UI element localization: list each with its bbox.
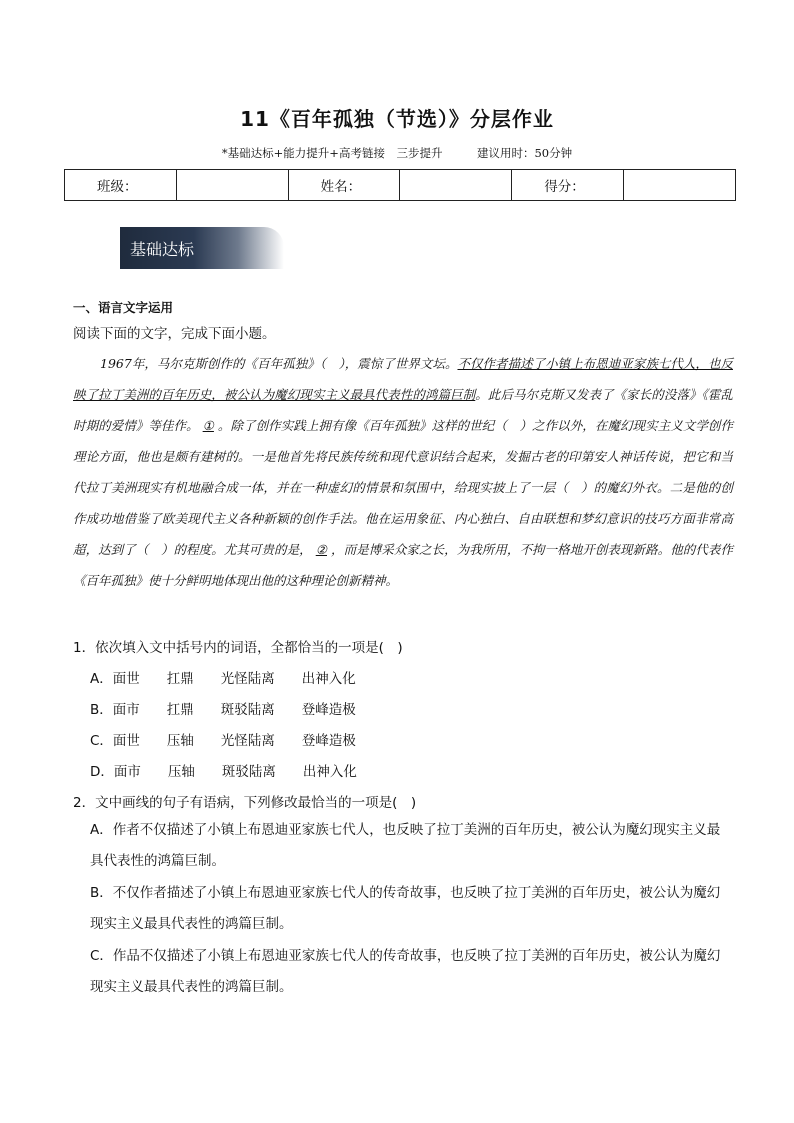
question-1-option-a[interactable]: A．面世 扛鼎 光怪陆离 出神入化 [90, 671, 356, 687]
question-1-option-d[interactable]: D．面市 压轴 斑驳陆离 出神入化 [90, 764, 357, 780]
part-heading: 一、语言文字运用 [73, 300, 174, 315]
section-banner-label: 基础达标 [130, 240, 195, 259]
page-title: 11《百年孤独（节选）》分层作业 [240, 107, 554, 131]
question-2-option-b[interactable]: B．不仅作者描述了小镇上布恩迪亚家族七代人的传奇故事，也反映了拉丁美洲的百年历史，被公认为魔幻现实主义最具代表性的鸿篇巨制。 [90, 885, 721, 932]
page-subtitle: *基础达标+能力提升+高考链接 三步提升 建议用时：50分钟 [221, 146, 573, 160]
question-2-option-c[interactable]: C．作品不仅描述了小镇上布恩迪亚家族七代人的传奇故事，也反映了拉丁美洲的百年历史，被公认为魔幻现实主义最具代表性的鸿篇巨制。 [90, 948, 721, 995]
underlined-sentence: 不仅作者描述了小镇上布恩迪亚家族七代人，也反映了拉丁美洲的百年历史，被公认为魔幻现实主义最具代表性的鸿篇巨制 [73, 356, 733, 402]
instruction-text: 阅读下面的文字，完成下面小题。 [73, 326, 276, 342]
blank-2: ② [315, 542, 327, 557]
blank-1: ① [202, 418, 214, 433]
reading-passage [73, 348, 733, 596]
student-info-table [64, 169, 736, 201]
question-1-stem: 1．依次填入文中括号内的词语，全都恰当的一项是( ) [73, 640, 403, 656]
question-1-option-c[interactable]: C．面世 压轴 光怪陆离 登峰造极 [90, 733, 356, 749]
question-2-stem: 2．文中画线的句子有语病，下列修改最恰当的一项是( ) [73, 795, 417, 811]
passage-sentence-3: 。此后马尔克斯又发表了《家长的没落》《霍乱时期的爱情》等佳作。 [73, 387, 733, 433]
passage-sentence-1: 1967年，马尔克斯创作的《百年孤独》（ ），震惊了世界文坛。 [100, 356, 458, 371]
question-2-option-a[interactable]: A．作者不仅描述了小镇上布恩迪亚家族七代人，也反映了拉丁美洲的百年历史，被公认为魔幻现实主义最具代表性的鸿篇巨制。 [90, 822, 721, 869]
name-field[interactable] [400, 170, 512, 201]
class-field[interactable] [176, 170, 288, 201]
passage-sentence-5: ，而是博采众家之长，为我所用，不拘一格地开创表现新路。他的代表作《百年孤独》使十分鲜明地体现出他的这种理论创新精神。 [73, 542, 733, 588]
section-banner [120, 227, 284, 269]
name-label: 姓名： [288, 170, 400, 201]
score-field[interactable] [624, 170, 736, 201]
passage-sentence-4: 。除了创作实践上拥有像《百年孤独》这样的世纪（ ）之作以外，在魔幻现实主义文学创作理论方面，他也是颇有建树的。一是他首先将民族传统和现代意识结合起来，发掘古老的印第安人神话传说，把它和当代拉丁美洲现实有机地融合成一体，并在一种虚幻的情景和氛围中，给现实披上了一层（ ）的魔幻外衣。二是他的创作成功地借鉴了欧美现代主义各种新颖的创作手法。他在运用象征、内心独白、自由联想和梦幻意识的技巧方面非常高超，达到了（ ）的程度。尤其可贵的是， [73, 418, 733, 557]
question-1-option-b[interactable]: B．面市 扛鼎 斑驳陆离 登峰造极 [90, 702, 356, 718]
score-label: 得分： [512, 170, 624, 201]
class-label: 班级： [65, 170, 177, 201]
